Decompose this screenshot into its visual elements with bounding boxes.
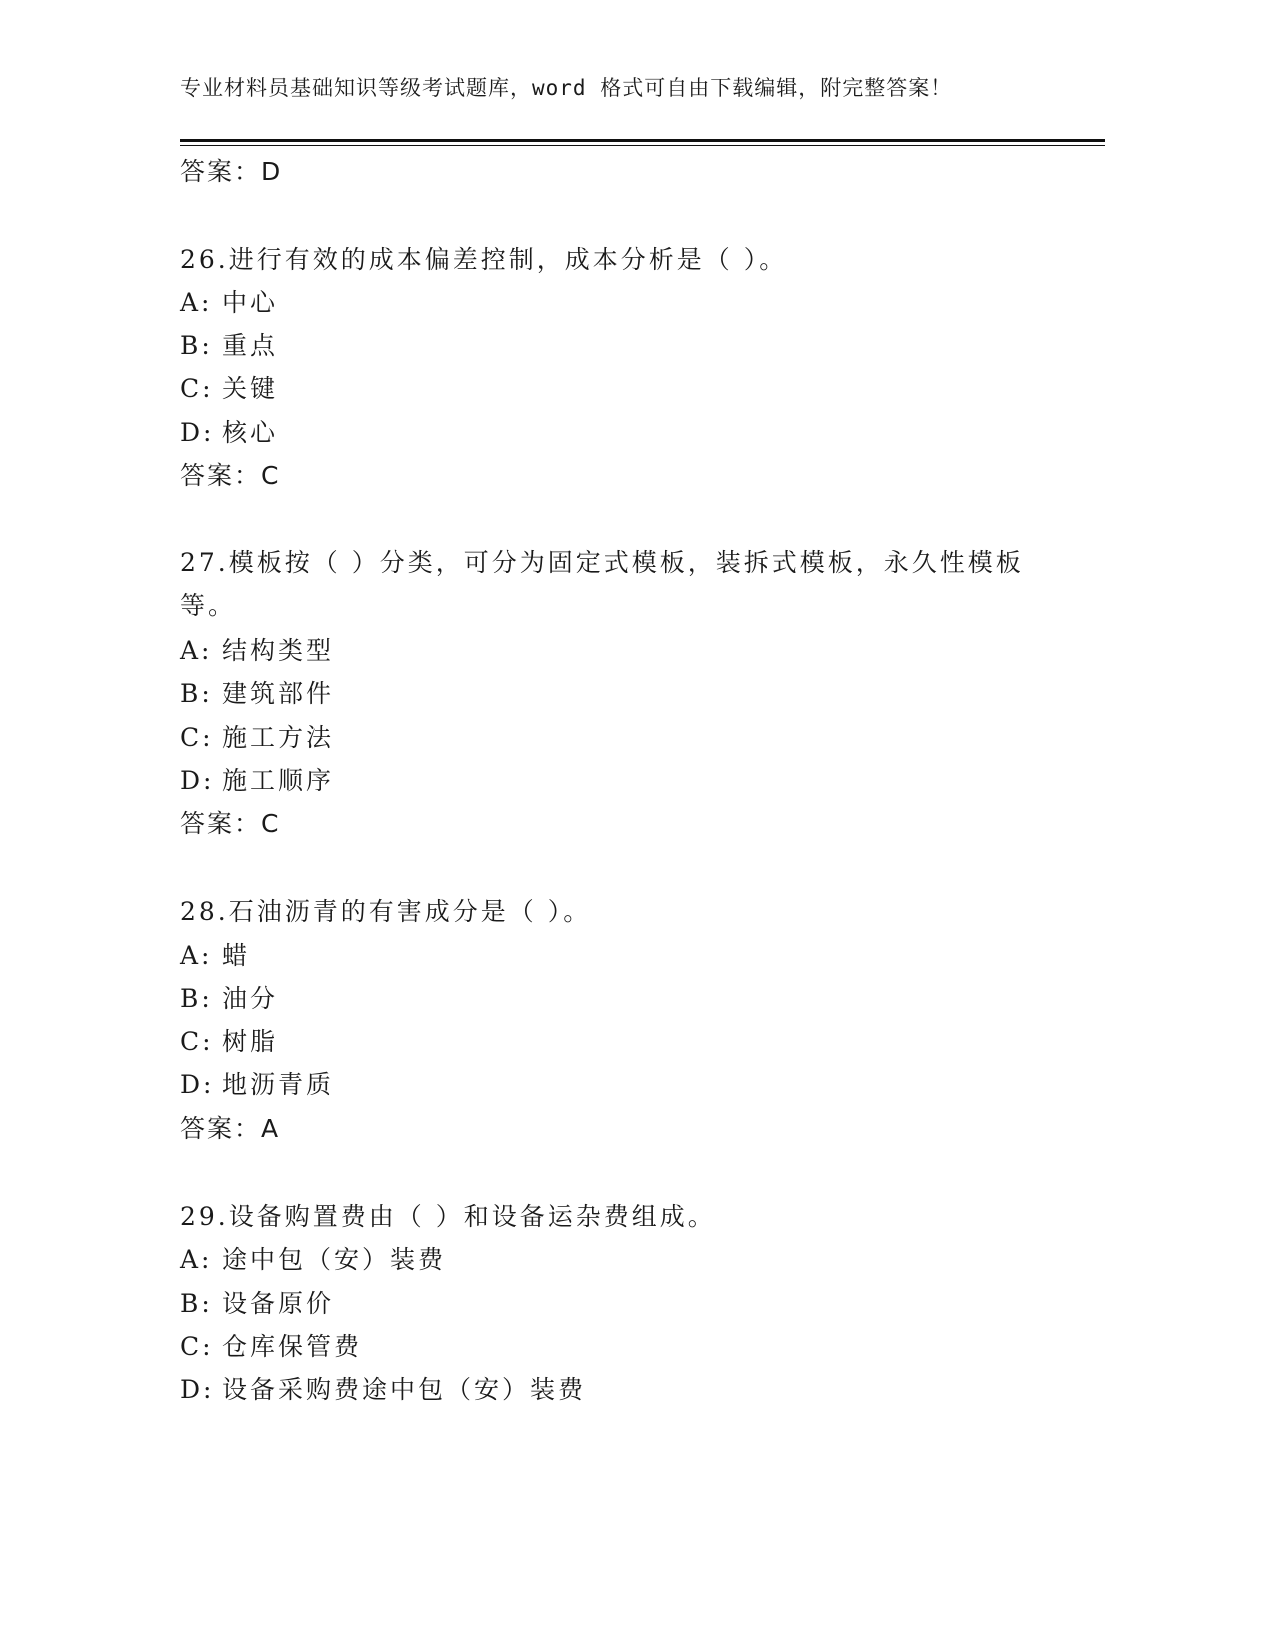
option-text: 重点 — [222, 331, 279, 360]
option-letter: D: — [180, 1070, 215, 1099]
answer-label: 答案： — [180, 157, 262, 186]
answer-value: D — [261, 157, 283, 186]
question-stem: 28.石油沥青的有害成分是（ ）。 — [180, 897, 592, 926]
option-letter: D: — [180, 418, 215, 447]
option-letter: C: — [180, 374, 214, 403]
answer-value: C — [261, 461, 281, 490]
option-b — [180, 983, 1060, 1015]
option-a — [180, 287, 1060, 319]
option-text: 蜡 — [222, 941, 251, 970]
option-text: 树脂 — [222, 1027, 279, 1056]
option-c — [180, 1026, 1060, 1058]
option-d — [180, 1374, 1060, 1406]
answer-label: 答案： — [180, 809, 262, 838]
answer-line — [180, 460, 1060, 492]
question-stem: 29.设备购置费由（ ）和设备运杂费组成。 — [180, 1202, 716, 1231]
option-d — [180, 765, 1060, 797]
option-letter: D: — [180, 766, 215, 795]
option-letter: B: — [180, 331, 213, 360]
option-a — [180, 635, 1060, 667]
option-text: 施工顺序 — [222, 766, 335, 795]
answer-value: A — [261, 1114, 281, 1143]
option-text: 途中包（安）装费 — [222, 1245, 447, 1274]
option-a — [180, 1244, 1060, 1276]
option-text: 油分 — [222, 984, 279, 1013]
option-text: 仓库保管费 — [222, 1332, 363, 1361]
option-d — [180, 417, 1060, 449]
option-letter: B: — [180, 984, 213, 1013]
option-text: 地沥青质 — [222, 1070, 335, 1099]
answer-line — [180, 808, 1060, 840]
option-letter: C: — [180, 1027, 214, 1056]
answer-label: 答案： — [180, 1114, 262, 1143]
answer-line — [180, 156, 1060, 188]
option-b — [180, 330, 1060, 362]
option-c — [180, 1331, 1060, 1363]
option-letter: A: — [180, 288, 213, 317]
answer-line — [180, 1113, 1060, 1145]
option-c — [180, 373, 1060, 405]
option-text: 核心 — [222, 418, 279, 447]
option-letter: B: — [180, 1289, 213, 1318]
option-text: 中心 — [222, 288, 279, 317]
option-text: 结构类型 — [222, 636, 335, 665]
option-b — [180, 678, 1060, 710]
option-text: 关键 — [222, 374, 279, 403]
option-c — [180, 722, 1060, 754]
option-b — [180, 1288, 1060, 1320]
question-stem: 27.模板按（ ）分类，可分为固定式模板，装拆式模板，永久性模板 — [180, 548, 1024, 577]
option-letter: D: — [180, 1375, 215, 1404]
option-text: 施工方法 — [222, 723, 335, 752]
option-letter: A: — [180, 941, 213, 970]
option-letter: A: — [180, 1245, 213, 1274]
option-text: 建筑部件 — [222, 679, 335, 708]
header-rule-thick — [180, 139, 1105, 142]
option-letter: A: — [180, 636, 213, 665]
option-a — [180, 940, 1060, 972]
option-letter: C: — [180, 1332, 214, 1361]
header-rule-thin — [180, 145, 1105, 146]
question-stem-continued: 等。 — [180, 591, 237, 620]
option-d — [180, 1069, 1060, 1101]
answer-value: C — [261, 809, 281, 838]
option-text: 设备原价 — [222, 1289, 335, 1318]
answer-label: 答案： — [180, 461, 262, 490]
option-letter: C: — [180, 723, 214, 752]
page-header: 专业材料员基础知识等级考试题库，word 格式可自由下载编辑，附完整答案！ — [180, 76, 953, 100]
option-letter: B: — [180, 679, 213, 708]
question-stem: 26.进行有效的成本偏差控制，成本分析是（ ）。 — [180, 245, 788, 274]
option-text: 设备采购费途中包（安）装费 — [222, 1375, 587, 1404]
